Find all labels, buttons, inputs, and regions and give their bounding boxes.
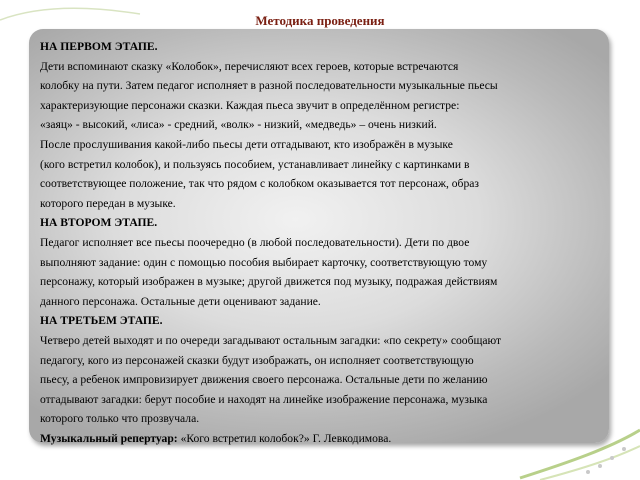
text-line: Дети вспоминают сказку «Колобок», перечисляют всех героев, которые встречаются <box>40 59 459 73</box>
deco-dot <box>586 470 590 474</box>
text-line: которого только что прозвучала. <box>40 412 200 426</box>
section-heading: НА ВТОРОМ ЭТАПЕ. <box>40 216 158 230</box>
text-line: колобку на пути. Затем педагог исполняет в разной последовательности музыкальные пьесы <box>40 79 498 93</box>
text-line: После прослушивания какой-либо пьесы дети отгадывают, кто изображён в музыке <box>40 137 453 151</box>
text-line: персонажу, который изображен в музыке; другой движется под музыку, подражая действиям <box>40 275 498 289</box>
text-line: (кого встретил колобок), и пользуясь пособием, устанавливает линейку с картинками в <box>40 157 470 171</box>
repertoire-label: Музыкальный репертуар: <box>40 431 178 445</box>
text-line: Педагог исполняет все пьесы поочередно (в любой последовательности). Дети по двое <box>40 235 470 249</box>
repertoire-line <box>40 429 614 449</box>
deco-dot <box>622 447 626 451</box>
section-heading: НА ТРЕТЬЕМ ЭТАПЕ. <box>40 314 163 328</box>
deco-dot <box>598 464 602 468</box>
text-line: которого передан в музыке. <box>40 196 176 210</box>
text-line: соответствующее положение, так что рядом с колобком оказывается тот персонаж, образ <box>40 177 479 191</box>
corner-swirl-bottom-right-2 <box>540 446 640 480</box>
text-line: характеризующие персонажи сказки. Каждая пьеса звучит в определённом регистре: <box>40 98 460 112</box>
text-line: «заяц» - высокий, «лиса» - средний, «волк» - низкий, «медведь» – очень низкий. <box>40 118 437 132</box>
text-line: выполняют задание: один с помощью пособия выбирает карточку, соответствующую тому <box>40 255 488 269</box>
slide-title: Методика проведения <box>255 13 385 28</box>
repertoire-value: «Кого встретил колобок?» Г. Левкодимова. <box>180 431 392 445</box>
body-text <box>40 37 614 448</box>
text-line: Четверо детей выходят и по очереди загадывают остальным загадки: «по секрету» сообщают <box>40 333 502 347</box>
text-lines <box>40 37 614 429</box>
text-line: педагогу, кого из персонажей сказки будут изображать, он исполняет соответствующую <box>40 353 474 367</box>
section-heading: НА ПЕРВОМ ЭТАПЕ. <box>40 40 158 53</box>
text-line: пьесу, а ребенок импровизирует движения своего персонажа. Остальные дети по желанию <box>40 373 488 387</box>
text-line: отгадывают загадки: берут пособие и находят на линейке изображение персонажа, музыка <box>40 392 488 406</box>
text-line: данного персонажа. Остальные дети оценивают задание. <box>40 294 321 308</box>
deco-dot <box>610 456 614 460</box>
